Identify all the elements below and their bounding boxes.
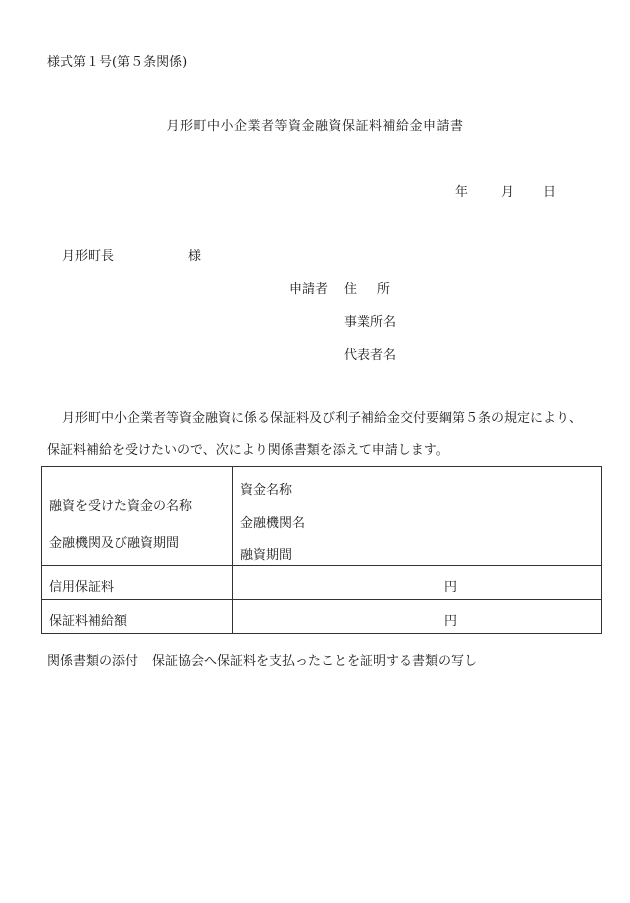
applicant-representative-label: 代表者名 bbox=[344, 348, 397, 363]
form-number: 様式第１号(第５条関係) bbox=[47, 55, 188, 70]
guarantee-fee-unit: 円 bbox=[444, 580, 458, 595]
bank-name-label: 金融機関名 bbox=[240, 516, 306, 531]
document-title: 月形町中小企業者等資金融資保証料補給金申請書 bbox=[166, 119, 464, 134]
applicant-address-label: 住所 bbox=[344, 282, 411, 297]
date-year-label: 年 bbox=[455, 185, 469, 200]
date-day-label: 日 bbox=[543, 185, 557, 200]
application-table bbox=[41, 466, 602, 634]
loan-period-label: 融資期間 bbox=[240, 548, 293, 563]
attachment-label: 関係書類の添付 bbox=[47, 654, 139, 669]
addressee-name: 月形町長 bbox=[62, 249, 115, 264]
table-row-guarantee-fee bbox=[42, 566, 602, 600]
fund-name-label: 資金名称 bbox=[240, 483, 293, 498]
subsidy-amount-label-cell bbox=[42, 600, 233, 634]
body-text-line-2: 保証料補給を受けたいので、次により関係書類を添えて申請します。 bbox=[47, 443, 449, 458]
finance-label-cell bbox=[42, 467, 233, 566]
applicant-label: 申請者 bbox=[289, 282, 329, 297]
guarantee-fee-amount-cell[interactable] bbox=[233, 566, 602, 600]
body-text-line-1: 月形町中小企業者等資金融資に係る保証料及び利子補給金交付要綱第５条の規定により、 bbox=[62, 411, 583, 426]
attachment-text: 保証協会へ保証料を支払ったことを証明する書類の写し bbox=[152, 654, 478, 669]
subsidy-amount-cell[interactable] bbox=[233, 600, 602, 634]
finance-input-cell[interactable] bbox=[233, 467, 602, 566]
table-row-subsidy-amount bbox=[42, 600, 602, 634]
date-month-label: 月 bbox=[501, 185, 515, 200]
table-row-finance bbox=[42, 467, 602, 566]
subsidy-amount-unit: 円 bbox=[444, 614, 458, 629]
guarantee-fee-label: 信用保証料 bbox=[49, 580, 115, 595]
applicant-office-label: 事業所名 bbox=[344, 315, 397, 330]
guarantee-fee-label-cell bbox=[42, 566, 233, 600]
finance-institution-period-label: 金融機関及び融資期間 bbox=[49, 536, 180, 551]
addressee-honorific: 様 bbox=[188, 249, 202, 264]
subsidy-amount-label: 保証料補給額 bbox=[49, 614, 128, 629]
finance-name-label: 融資を受けた資金の名称 bbox=[49, 499, 193, 514]
attachment-note bbox=[47, 655, 477, 668]
